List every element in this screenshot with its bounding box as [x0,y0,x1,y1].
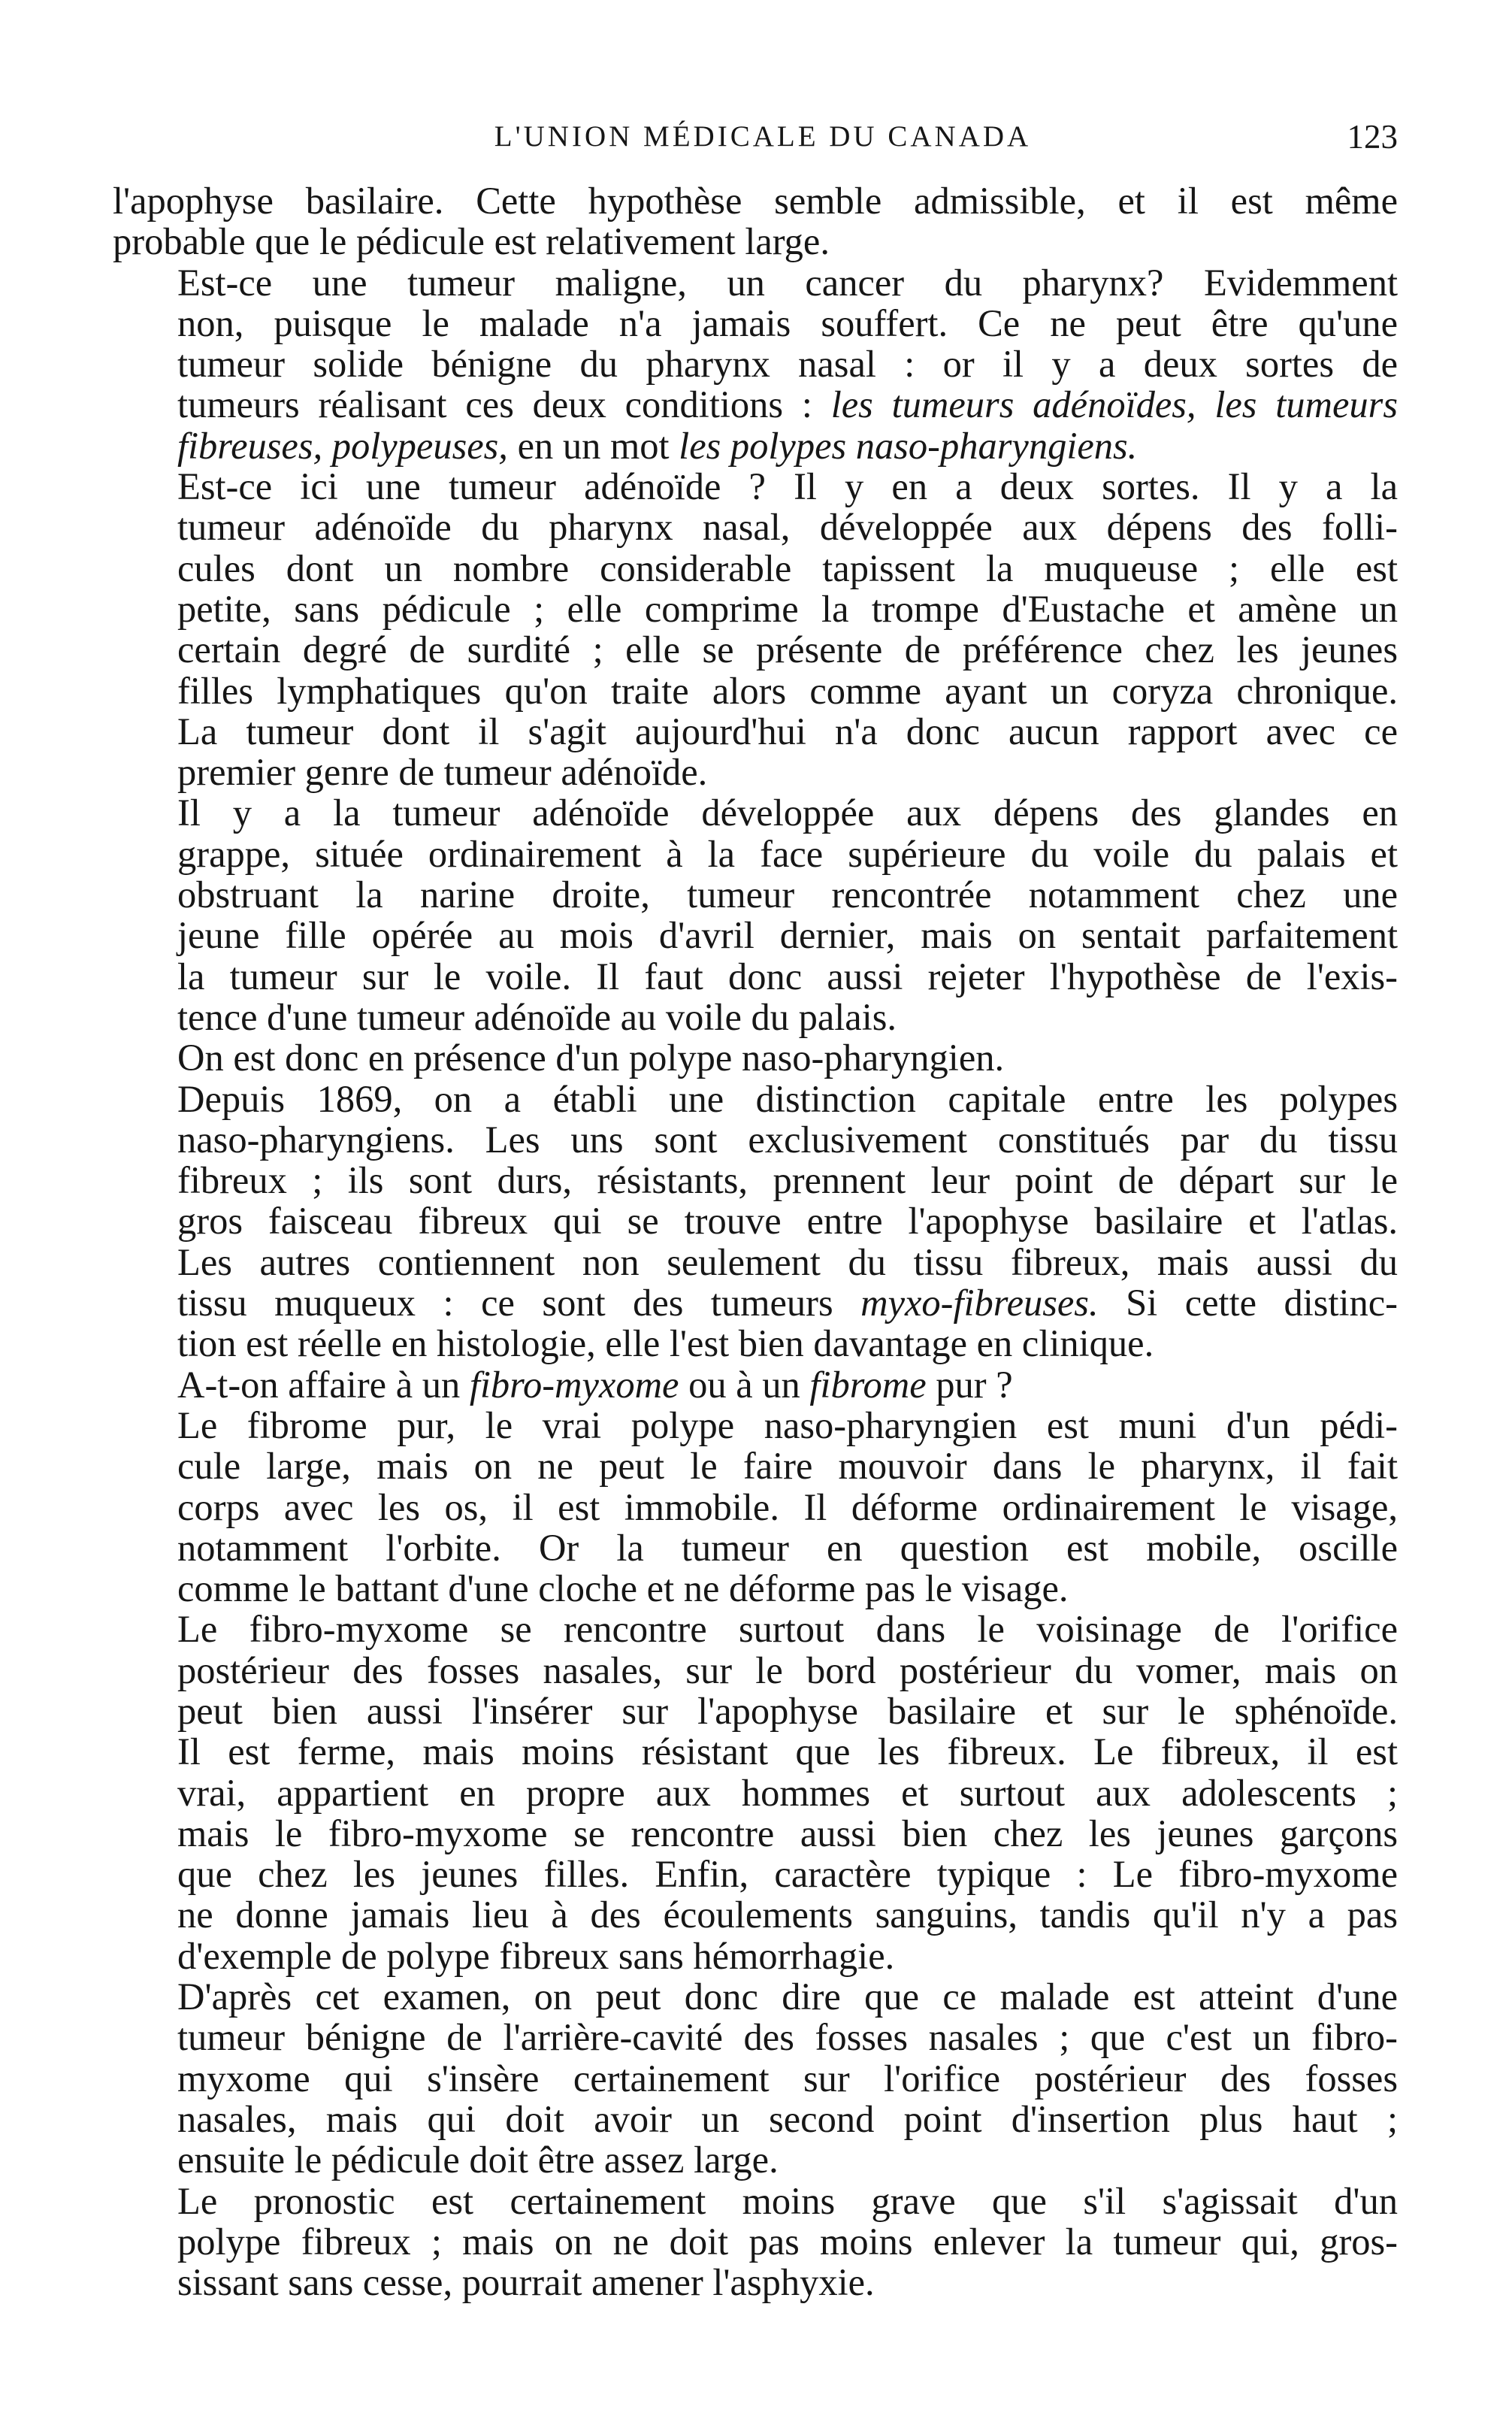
text-segment: sissant sans cesse, pourrait amener l'asphyxie. [177,2261,875,2304]
text-segment: cule large, mais on ne peut le faire mouvoir dans le pharynx, il fait [177,1445,1398,1488]
text-line [113,2262,1398,2302]
paragraph [113,1364,1398,1405]
paragraph [113,1609,1398,1976]
text-line [113,180,1398,221]
text-line [113,2099,1398,2139]
text-segment: nasales, mais qui doit avoir un second point d'insertion plus haut ; [177,2097,1398,2140]
text-segment: petite, sans pédicule ; elle comprime la trompe d'Eustache et amène un [177,587,1398,630]
text-segment: Le fibrome pur, le vrai polype naso-pharyngien est muni d'un pédi- [177,1403,1398,1446]
text-segment: ensuite le pédicule doit être assez large. [177,2139,779,2181]
text-segment: Depuis 1869, on a établi une distinction capitale entre les polypes [177,1077,1398,1120]
paragraph [113,262,1398,466]
text-segment: mais le fibro-myxome se rencontre aussi bien chez les jeunes garçons [177,1812,1398,1854]
text-segment: ou à un [688,1363,800,1406]
text-line [113,507,1398,547]
text-segment: probable que le pédicule est relativement large. [113,220,830,263]
italic-segment: fibro-myxome [469,1363,679,1406]
text-line [113,1364,1398,1405]
text-segment: corps avec les os, il est immobile. Il déforme ordinairement le visage, [177,1485,1398,1528]
text-line [113,1405,1398,1446]
text-segment: peut bien aussi l'insérer sur l'apophyse basilaire et sur le sphénoïde. [177,1689,1398,1732]
text-line [113,1323,1398,1364]
text-line [113,1813,1398,1854]
paragraph [113,1079,1398,1364]
paragraph [113,1976,1398,2180]
italic-segment: fibrome [809,1363,927,1406]
body-text [113,180,1398,2302]
text-segment: l'apophyse basilaire. Cette hypothèse semble admissible, et il est même [113,180,1398,222]
text-segment: postérieur des fosses nasales, sur le bord postérieur du vomer, mais on [177,1648,1398,1691]
text-segment: D'après cet examen, on peut donc dire que ce malade est atteint d'une [177,1975,1398,2018]
text-line [113,1487,1398,1527]
text-line [113,1037,1398,1078]
text-line [113,1609,1398,1649]
text-line [113,752,1398,792]
text-segment: obstruant la narine droite, tumeur rencontrée notamment chez une [177,873,1398,916]
text-line [113,711,1398,752]
text-segment: myxome qui s'insère certainement sur l'orifice postérieur des fosses [177,2057,1398,2100]
text-segment: Si cette distinc- [1126,1282,1398,1325]
text-segment: Il est ferme, mais moins résistant que les fibreux. Le fibreux, il est [177,1730,1398,1773]
text-segment: La tumeur dont il s'agit aujourd'hui n'a donc aucun rapport avec ce [177,710,1398,752]
text-segment: tion est réelle en histologie, elle l'est bien davantage en clinique. [177,1322,1154,1365]
text-line [113,589,1398,629]
text-line [113,1568,1398,1609]
text-line [113,1773,1398,1813]
text-line [113,1446,1398,1486]
text-segment: Le pronostic est certainement moins grave que s'il s'agissait d'un [177,2179,1398,2222]
text-line [113,221,1398,262]
italic-segment: les polypes naso-pharyngiens. [679,424,1138,467]
text-line [113,1691,1398,1731]
text-segment: grappe, située ordinairement à la face supérieure du voile du palais et [177,832,1398,875]
text-segment: en un mot [517,424,670,467]
text-segment: gros faisceau fibreux qui se trouve entre l'apophyse basilaire et l'atlas. [177,1200,1398,1243]
paragraph [113,2181,1398,2303]
italic-segment: myxo-fibreuses. [860,1282,1099,1325]
text-line [113,384,1398,425]
italic-segment: fibreuses, polypeuses, [177,424,508,467]
page-number: 123 [1347,118,1398,156]
text-line [113,1936,1398,1976]
text-segment: premier genre de tumeur adénoïde. [177,751,708,794]
text-line [113,956,1398,997]
text-line [113,344,1398,384]
text-segment: non, puisque le malade n'a jamais souffert. Ce ne peut être qu'une [177,301,1398,344]
text-line [113,792,1398,833]
paragraph [113,792,1398,1037]
text-line [113,1160,1398,1200]
italic-segment: les tumeurs adénoïdes, les tumeurs [830,383,1398,426]
text-line [113,1527,1398,1568]
text-segment: A-t-on affaire à un [177,1363,461,1406]
text-line [113,1200,1398,1241]
text-line [113,874,1398,915]
text-segment: Il y a la tumeur adénoïde développée aux dépens des glandes en [177,792,1398,834]
text-segment: que chez les jeunes filles. Enfin, caractère typique : Le fibro-myxome [177,1853,1398,1896]
text-line [113,303,1398,344]
text-segment: pur ? [936,1363,1013,1406]
text-segment: On est donc en présence d'un polype naso-pharyngien. [177,1037,1005,1079]
text-segment: d'exemple de polype fibreux sans hémorrhagie. [177,1934,895,1977]
text-line [113,671,1398,711]
text-line [113,1894,1398,1935]
text-segment: cules dont un nombre considerable tapissent la muqueuse ; elle est [177,546,1398,589]
text-segment: tumeur solide bénigne du pharynx nasal : or il y a deux sortes de [177,343,1398,386]
text-segment: naso-pharyngiens. Les uns sont exclusivement constitués par du tissu [177,1118,1398,1161]
text-line [113,915,1398,955]
text-line [113,2139,1398,2180]
text-line [113,2058,1398,2099]
text-segment: tumeur adénoïde du pharynx nasal, développée aux dépens des folli- [177,506,1398,549]
text-segment: vrai, appartient en propre aux hommes et surtout aux adolescents ; [177,1771,1398,1814]
text-segment: Les autres contiennent non seulement du tissu fibreux, mais aussi du [177,1240,1398,1283]
text-segment: tumeur bénigne de l'arrière-cavité des fosses nasales ; que c'est un fibro- [177,2016,1398,2059]
text-segment: Le fibro-myxome se rencontre surtout dans le voisinage de l'orifice [177,1608,1398,1651]
text-segment: tumeurs réalisant ces deux conditions : [177,383,812,426]
text-segment: filles lymphatiques qu'on traite alors comme ayant un coryza chronique. [177,669,1398,712]
text-line [113,1731,1398,1772]
running-head [128,114,1398,159]
text-line [113,2017,1398,2057]
paragraph [113,180,1398,262]
text-line [113,1119,1398,1160]
text-line [113,834,1398,874]
text-segment: polype fibreux ; mais on ne doit pas moins enlever la tumeur qui, gros- [177,2220,1398,2263]
text-segment: fibreux ; ils sont durs, résistants, prennent leur point de départ sur le [177,1159,1398,1202]
text-line [113,2221,1398,2262]
text-line [113,629,1398,670]
text-segment: tence d'une tumeur adénoïde au voile du palais. [177,995,897,1038]
text-line [113,262,1398,303]
text-line [113,548,1398,589]
text-segment: Est-ce ici une tumeur adénoïde ? Il y en a deux sortes. Il y a la [177,465,1398,508]
paragraph [113,1405,1398,1609]
text-segment: tissu muqueux : ce sont des tumeurs [177,1282,833,1325]
paragraph [113,466,1398,792]
text-segment: certain degré de surdité ; elle se présente de préférence chez les jeunes [177,628,1398,671]
text-segment: ne donne jamais lieu à des écoulements sanguins, tandis qu'il n'y a pas [177,1894,1398,1936]
text-line [113,1976,1398,2017]
text-line [113,1854,1398,1894]
text-line [113,425,1398,466]
running-title: L'UNION MÉDICALE DU CANADA [494,120,1032,153]
text-line [113,1079,1398,1119]
text-segment: notamment l'orbite. Or la tumeur en question est mobile, oscille [177,1526,1398,1569]
text-line [113,1650,1398,1691]
text-segment: la tumeur sur le voile. Il faut donc aussi rejeter l'hypothèse de l'exis- [177,955,1398,998]
text-segment: jeune fille opérée au mois d'avril dernier, mais on sentait parfaitement [177,914,1398,957]
text-line [113,997,1398,1037]
text-line [113,1282,1398,1323]
text-line [113,2181,1398,2221]
text-line [113,1242,1398,1282]
text-segment: comme le battant d'une cloche et ne déforme pas le visage. [177,1567,1069,1610]
text-line [113,466,1398,507]
paragraph [113,1037,1398,1078]
text-segment: Est-ce une tumeur maligne, un cancer du pharynx? Evidemment [177,261,1398,304]
